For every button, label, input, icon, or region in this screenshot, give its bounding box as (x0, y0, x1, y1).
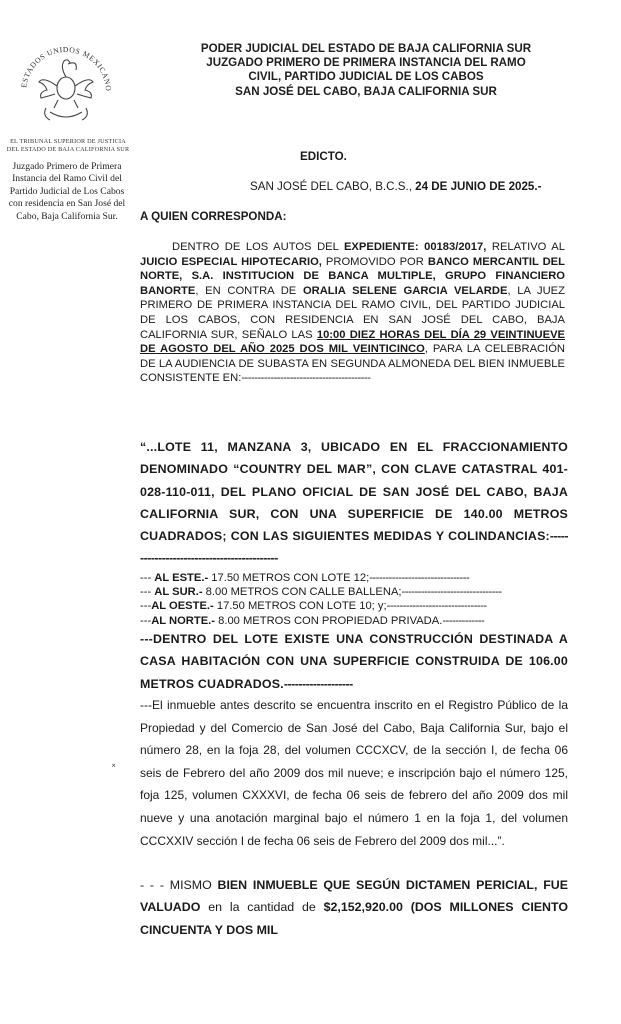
p1-text-3: PROMOVIDO POR (321, 255, 428, 268)
hearing-date: 10:00 DIEZ HORAS DEL DÍA 29 VEINTINUEVE DE AGOSTO DEL AÑO 2025 DOS MIL VEINTICINCO (140, 328, 565, 356)
salutation: A QUIEN CORRESPONDA: (140, 210, 287, 223)
property-description (140, 436, 568, 570)
boundary-direction: AL OESTE.- (151, 600, 214, 613)
p1-dash-fill: ---------------------------------------- (241, 372, 371, 385)
boundary-south (140, 585, 566, 599)
heading-line-2: JUZGADO PRIMERO DE PRIMERA INSTANCIA DEL RAMO (206, 56, 526, 70)
heading-line-1: PODER JUDICIAL DEL ESTADO DE BAJA CALIFORNIA SUR (200, 42, 532, 55)
trial-type: JUICIO ESPECIAL HIPOTECARIO, (140, 255, 322, 268)
boundary-text: 17.50 METROS CON LOTE 10; y; (213, 600, 387, 613)
boundary-fill: ------------- (442, 614, 485, 627)
boundary-text: 8.00 METROS CON CALLE BALLENA; (202, 586, 402, 599)
p1-text-4: , EN CONTRA DE (195, 284, 303, 297)
date-text: 24 DE JUNIO DE 2025.- (415, 180, 542, 193)
boundary-text: 17.50 METROS CON LOTE 12; (208, 572, 370, 584)
boundary-west (140, 599, 566, 613)
registry-paragraph: ---El inmueble antes descrito se encuentra inscrito en el Registro Público de la Propiedad y del Comercio de San José del Cabo, Baja California Sur, bajo el número 28, en la foja 28, del volumen CCCXCV, de la sección I, de fecha 06 seis de Febrero del año 2009 dos mil nueve; e inscripción bajo el número 125, foja 125, volumen CXXXVI, de fecha 06 seis de febrero del año 2009 dos mil nueve y una anotación marginal bajo el número 1 en la foja 1, del volumen CCCXXIV sección I de fecha 06 seis de Febrero del 2009 dos mil...”. (140, 698, 568, 848)
heading-line-4: SAN JOSÉ DEL CABO, BAJA CALIFORNIA SUR (235, 84, 497, 98)
p1-text-5: , LA JUEZ PRIMERO DE PRIMERA INSTANCIA DEL RAMO CIVIL, DEL PARTIDO JUDICIAL DE LOS CABOS, CON RESIDENCIA EN SAN JOSÉ DEL CABO, BAJA CALIFORNIA SUR, SEÑALO LAS (140, 284, 565, 341)
defendant-name: ORALIA SELENE GARCIA VELARDE (302, 284, 508, 297)
margin-tick-mark: ˟ (112, 763, 116, 774)
boundary-prefix: --- (140, 614, 152, 627)
boundaries-list (140, 571, 566, 628)
paragraph-proceedings (140, 240, 565, 386)
p1-text-1: DENTRO DE LOS AUTOS DEL (172, 241, 344, 253)
valuation-bold: BIEN INMUEBLE QUE SEGÚN DICTAMEN PERICIAL, FUE VALUADO (140, 878, 569, 915)
boundary-direction: AL ESTE.- (154, 572, 209, 584)
boundary-text: 8.00 METROS CON PROPIEDAD PRIVADA. (215, 614, 443, 627)
valuation-paragraph (140, 874, 568, 941)
svg-text:ESTADOS UNIDOS MEXICANOS (10, 30, 113, 92)
heading-line-3: CIVIL, PARTIDO JUDICIAL DE LOS CABOS (248, 70, 484, 84)
p5-text-2: en la cantidad de (200, 900, 324, 915)
document-heading (166, 42, 566, 99)
seal-ring-text: ESTADOS UNIDOS MEXICANO (19, 44, 114, 92)
place-text: SAN JOSÉ DEL CABO, B.C.S., (250, 180, 416, 193)
p1-text-2: RELATIVO AL (486, 241, 565, 253)
coat-of-arms-seal (10, 30, 122, 140)
place-date-line (250, 180, 541, 193)
valuation-amount: $2,152,920.00 (DOS MILLONES CIENTO CINCUENTA Y DOS MIL (140, 900, 568, 937)
boundary-prefix: --- (140, 572, 155, 584)
property-text: “...LOTE 11, MANZANA 3, UBICADO EN EL FRACCIONAMIENTO DENOMINADO “COUNTRY DEL MAR”, CON CLAVE CATASTRAL 401-028-110-011, DEL PLANO OFICIAL DE SAN JOSÉ DEL CABO, BAJA CALIFORNIA SUR, CON UNA SUPERFICIE DE 140.00 METROS CUADRADOS; CON LAS SIGUIENTES MEDIDAS Y COLINDANCIAS: (140, 440, 568, 544)
boundary-prefix: --- (140, 586, 155, 599)
court-margin-note: Juzgado Primero de Primera Instancia del Ramo Civil del Partido Judicial de Los Cabos con residencia en San José del Cabo, Baja California Sur. (8, 161, 126, 222)
case-number: EXPEDIENTE: 00183/2017, (343, 241, 487, 253)
p5-text-1: - - - MISMO (140, 878, 218, 892)
tribunal-seal-label: EL TRIBUNAL SUPERIOR DE JUSTICIA DEL ESTADO DE BAJA CALIFORNIA SUR (6, 138, 130, 153)
boundary-direction: AL NORTE.- (151, 614, 215, 627)
eagle-emblem-icon (10, 30, 122, 140)
boundary-north (140, 614, 566, 628)
boundary-direction: AL SUR.- (154, 586, 203, 599)
construction-text: ---DENTRO DEL LOTE EXISTE UNA CONSTRUCCIÓN DESTINADA A CASA HABITACIÓN CON UNA SUPERFICIE CONSTRUIDA DE 106.00 METROS CUADRADOS. (140, 632, 568, 691)
construction-description (140, 628, 568, 695)
p1-text-6: , PARA LA CELEBRACIÓN DE LA AUDIENCIA DE SUBASTA EN SEGUNDA ALMONEDA DEL BIEN INMUEBLE CONSISTENTE EN: (140, 343, 566, 385)
plaintiff-name: BANCO MERCANTIL DEL NORTE, S.A. INSTITUCION DE BANCA MULTIPLE, GRUPO FINANCIERO BANORTE (140, 255, 565, 297)
boundary-fill: ------------------------------- (386, 600, 487, 613)
property-dash-fill: ------------------------------------------- (140, 529, 568, 566)
edict-title: EDICTO. (300, 150, 347, 163)
boundary-prefix: --- (140, 600, 152, 613)
boundary-fill: ------------------------------- (401, 586, 502, 599)
boundary-fill: ------------------------------- (369, 572, 470, 584)
construction-dash-fill: ------------------- (283, 676, 353, 691)
boundary-east (140, 571, 566, 585)
